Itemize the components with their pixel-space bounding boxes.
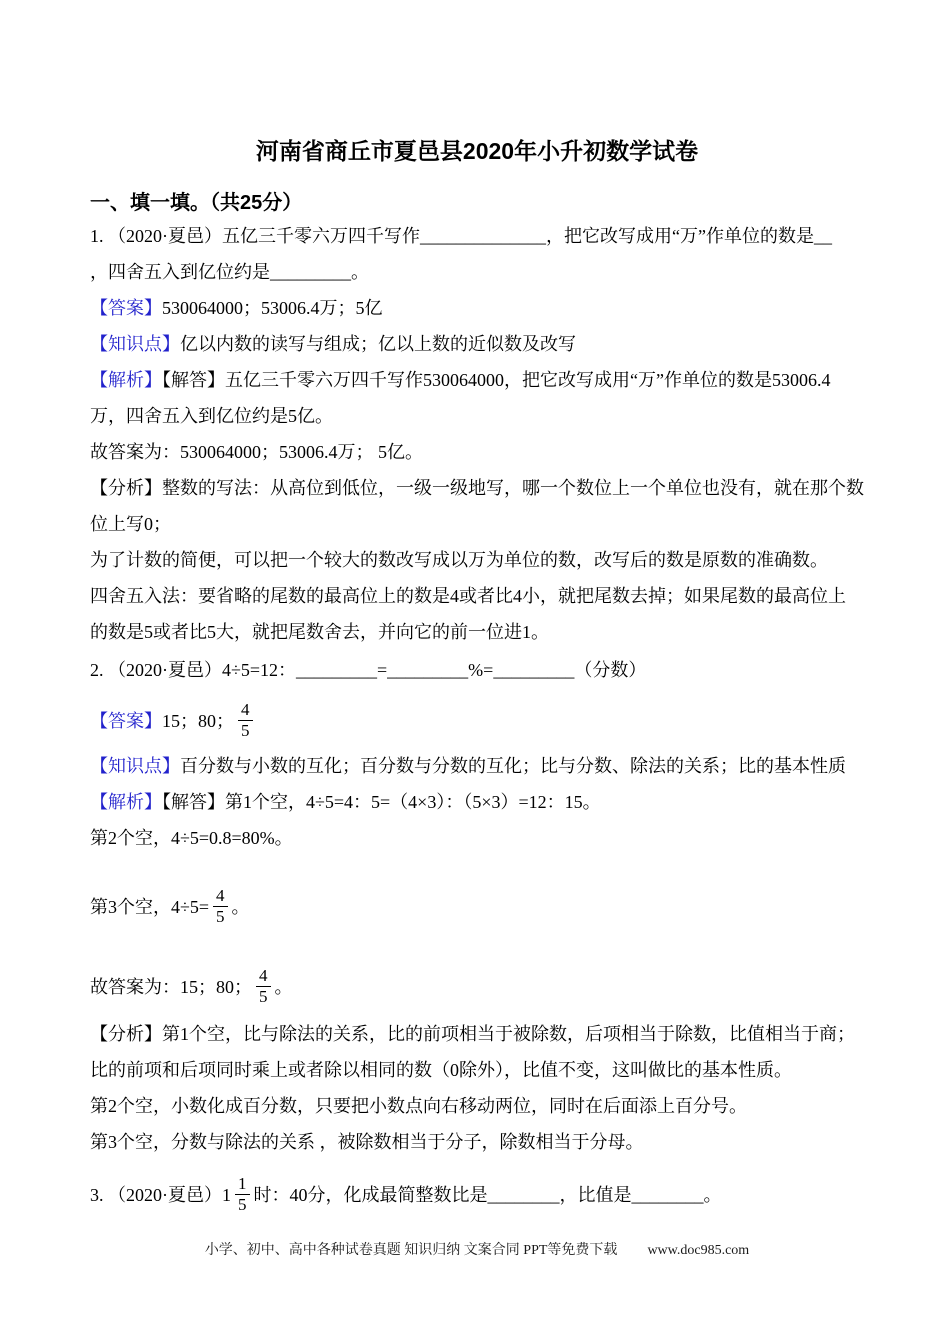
- jiexi-label: 【解析】: [90, 370, 162, 390]
- fraction-four-fifths: [238, 700, 253, 740]
- jiexi-1-line-2: 万，四舍五入到亿位约是5亿。: [90, 406, 333, 426]
- answer-1-text: 530064000；53006.4万；5亿: [162, 298, 383, 318]
- jiexi-2-line-3-text: 第3个空，4÷5=: [90, 897, 210, 917]
- knowledge-1-text: 亿以内数的读写与组成；亿以上数的近似数及改写: [180, 334, 576, 354]
- jiexi-2-text: 【解答】第1个空，4÷5=4：5=（4×3）：（5×3）=12：15。: [162, 792, 601, 812]
- question-1-line-1: 1. （2020·夏邑）五亿三千零六万四千写作______________，把它改写成用“万”作单位的数是__: [90, 226, 832, 246]
- jiexi-label: 【解析】: [90, 792, 162, 812]
- jiexi-2-line-1: [90, 784, 864, 820]
- fraction-numerator: 4: [213, 886, 228, 907]
- fraction-numerator: 4: [238, 700, 253, 721]
- answer-1-line: [90, 290, 864, 326]
- analysis-1-line-4: 四舍五入法：要省略的尾数的最高位上的数是4或者比4小，就把尾数去掉；如果尾数的最高位上: [90, 586, 846, 606]
- fraction-denominator: 5: [216, 906, 225, 926]
- fraction-four-fifths: [213, 886, 228, 926]
- answer-2-line: [90, 692, 864, 748]
- fraction-denominator: 5: [238, 1194, 247, 1214]
- page-footer: [90, 1242, 864, 1260]
- analysis-1-line-1: 【分析】整数的写法：从高位到低位，一级一级地写，哪一个数位上一个单位也没有，就在那个数: [90, 478, 864, 498]
- jiexi-2-line-4-end: 。: [274, 977, 293, 997]
- analysis-1-line-3: 为了计数的简便，可以把一个较大的数改写成以万为单位的数，改写后的数是原数的准确数。: [90, 550, 828, 570]
- analysis-1-line-5: 的数是5或者比5大，就把尾数舍去，并向它的前一位进1。: [90, 622, 549, 642]
- page-title: 河南省商丘市夏邑县2020年小升初数学试卷: [255, 138, 699, 164]
- fraction-numerator: 4: [256, 966, 271, 987]
- jiexi-2-line-2: 第2个空，4÷5=0.8=80%。: [90, 828, 293, 848]
- knowledge-label: 【知识点】: [90, 756, 180, 776]
- question-1-line-2: ，四舍五入到亿位约是_________。: [90, 262, 369, 282]
- question-3-post: 时：40分，化成最简整数比是________，比值是________。: [253, 1185, 722, 1205]
- jiexi-2-line-3-end: 。: [231, 897, 250, 917]
- jiexi-2-line-4-text: 故答案为：15；80；: [90, 977, 252, 997]
- section-heading: 一、填一填。（共25分）: [90, 192, 303, 214]
- fraction-denominator: 5: [241, 720, 250, 740]
- knowledge-label: 【知识点】: [90, 334, 180, 354]
- analysis-2-line-2: 比的前项和后项同时乘上或者除以相同的数（0除外），比值不变，这叫做比的基本性质。: [90, 1060, 792, 1080]
- fraction-denominator: 5: [259, 986, 268, 1006]
- footer-url[interactable]: www.doc985.com: [647, 1243, 750, 1258]
- answer-label: 【答案】: [90, 298, 162, 318]
- analysis-2-line-3: 第2个空，小数化成百分数，只要把小数点向右移动两位，同时在后面添上百分号。: [90, 1096, 747, 1116]
- fraction-four-fifths: [256, 966, 271, 1006]
- analysis-1-line-2: 位上写0；: [90, 514, 171, 534]
- question-2-line: 2. （2020·夏邑）4÷5=12：_________=_________%=_________（分数）: [90, 660, 647, 680]
- jiexi-1-text: 【解答】五亿三千零六万四千写作530064000，把它改写成用“万”作单位的数是53006.4: [162, 370, 831, 390]
- jiexi-2-line-4: [90, 956, 864, 1016]
- jiexi-1-line-3: 故答案为：530064000；53006.4万； 5亿。: [90, 442, 423, 462]
- knowledge-2-text: 百分数与小数的互化；百分数与分数的互化；比与分数、除法的关系；比的基本性质: [180, 756, 846, 776]
- answer-2-text: 15；80；: [162, 711, 234, 731]
- jiexi-1-line-1: [90, 362, 864, 398]
- analysis-2-line-4: 第3个空，分数与除法的关系 ，被除数相当于分子，除数相当于分母。: [90, 1132, 644, 1152]
- footer-text: 小学、初中、高中各种试卷真题 知识归纳 文案合同 PPT等免费下载: [204, 1243, 618, 1258]
- answer-label: 【答案】: [90, 711, 162, 731]
- knowledge-2-line: [90, 748, 864, 784]
- jiexi-2-line-3: [90, 876, 864, 936]
- question-3-pre: 3. （2020·夏邑）1: [90, 1185, 231, 1205]
- analysis-2-line-1: 【分析】第1个空，比与除法的关系，比的前项相当于被除数，后项相当于除数，比值相当于商；: [90, 1024, 855, 1044]
- fraction-numerator: 1: [235, 1174, 250, 1195]
- fraction-one-fifth: [235, 1174, 250, 1214]
- knowledge-1-line: [90, 326, 864, 362]
- question-3-line: [90, 1164, 864, 1224]
